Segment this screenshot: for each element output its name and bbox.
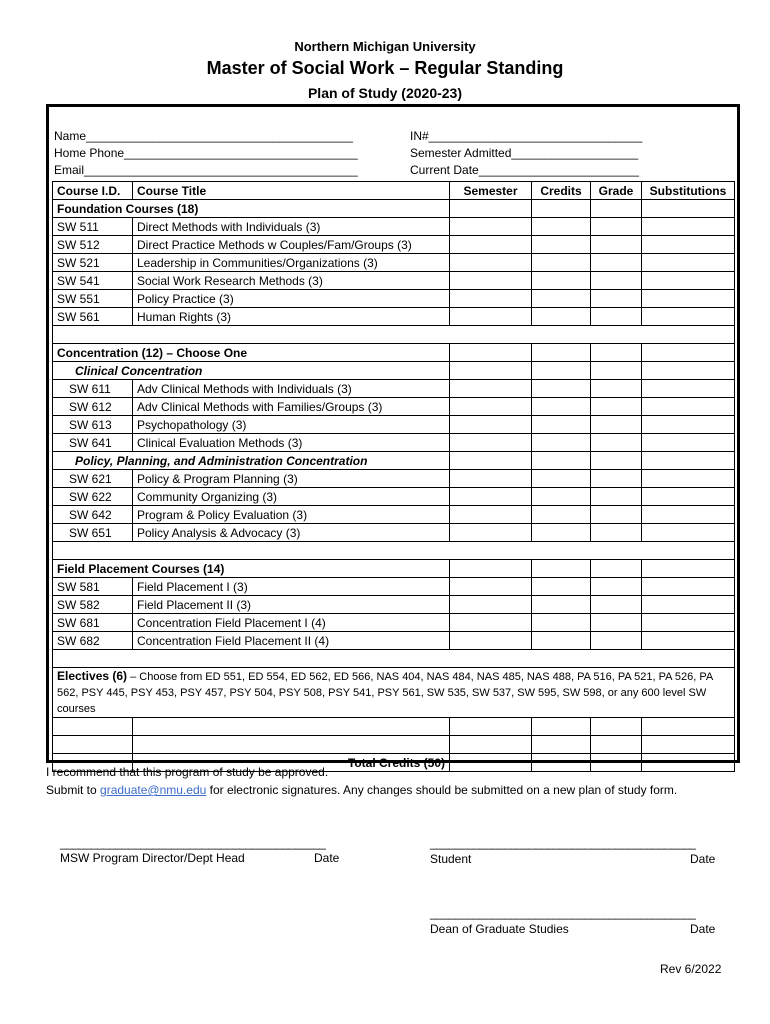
credits-cell[interactable]	[532, 344, 591, 362]
semester-cell[interactable]	[450, 290, 532, 308]
grade-cell[interactable]	[591, 236, 642, 254]
electives-title: Electives (6)	[57, 669, 128, 683]
course-table	[52, 181, 735, 772]
substitutions-cell[interactable]	[642, 272, 735, 290]
name-field[interactable]: Name________________________________________	[54, 129, 353, 143]
semester-cell[interactable]	[450, 344, 532, 362]
grade-cell[interactable]	[591, 416, 642, 434]
substitutions-cell[interactable]	[642, 596, 735, 614]
course-title: Human Rights (3)	[133, 308, 450, 326]
credits-cell[interactable]	[532, 488, 591, 506]
substitutions-cell[interactable]	[642, 736, 735, 754]
credits-cell[interactable]	[532, 272, 591, 290]
grade-cell[interactable]	[591, 470, 642, 488]
substitutions-cell[interactable]	[642, 416, 735, 434]
course-id: SW 642	[53, 506, 133, 524]
credits-cell[interactable]	[532, 380, 591, 398]
grade-cell[interactable]	[591, 524, 642, 542]
course-id: SW 551	[53, 290, 133, 308]
substitutions-cell[interactable]	[642, 218, 735, 236]
table-row	[53, 596, 735, 614]
student-date-label: Date	[690, 852, 716, 866]
table-row	[53, 308, 735, 326]
credits-cell[interactable]	[532, 362, 591, 380]
substitutions-cell[interactable]	[642, 200, 735, 218]
total-substitutions-cell	[642, 754, 735, 772]
credits-cell[interactable]	[532, 290, 591, 308]
current-date-field[interactable]: Current Date________________________	[410, 163, 639, 177]
course-id: SW 622	[53, 488, 133, 506]
course-title: Direct Methods with Individuals (3)	[133, 218, 450, 236]
credits-cell[interactable]	[532, 560, 591, 578]
col-course-id: Course I.D.	[53, 182, 133, 200]
form-subtitle: Plan of Study (2020-23)	[307, 85, 463, 101]
credits-cell[interactable]	[532, 736, 591, 754]
submit-text	[46, 783, 677, 797]
substitutions-cell[interactable]	[642, 614, 735, 632]
grade-cell[interactable]	[591, 344, 642, 362]
table-row	[53, 542, 735, 560]
grade-cell[interactable]	[591, 200, 642, 218]
col-substitutions: Substitutions	[642, 182, 735, 200]
course-title: Community Organizing (3)	[133, 488, 450, 506]
col-semester: Semester	[450, 182, 532, 200]
semester-cell[interactable]	[450, 236, 532, 254]
substitutions-cell[interactable]	[642, 398, 735, 416]
semester-cell[interactable]	[450, 416, 532, 434]
course-title: Policy Practice (3)	[133, 290, 450, 308]
course-id: SW 681	[53, 614, 133, 632]
table-row	[53, 254, 735, 272]
credits-cell[interactable]	[532, 596, 591, 614]
table-row	[53, 560, 735, 578]
recommend-text: I recommend that this program of study be approved.	[46, 765, 329, 779]
total-grade-cell	[591, 754, 642, 772]
credits-cell[interactable]	[532, 578, 591, 596]
director-label: MSW Program Director/Dept Head	[60, 851, 245, 865]
semester-cell[interactable]	[450, 218, 532, 236]
foundation-section-title: Foundation Courses (18)	[53, 200, 450, 218]
elective-title-cell[interactable]	[133, 718, 450, 736]
total-credits-value[interactable]	[532, 754, 591, 772]
table-row	[53, 578, 735, 596]
semester-cell[interactable]	[450, 380, 532, 398]
email-link[interactable]: graduate@nmu.edu	[100, 783, 207, 797]
course-id: SW 561	[53, 308, 133, 326]
course-title: Social Work Research Methods (3)	[133, 272, 450, 290]
table-row	[53, 736, 735, 754]
grade-cell[interactable]	[591, 272, 642, 290]
course-title: Field Placement I (3)	[133, 578, 450, 596]
credits-cell[interactable]	[532, 254, 591, 272]
course-title: Field Placement II (3)	[133, 596, 450, 614]
credits-cell[interactable]	[532, 416, 591, 434]
grade-cell[interactable]	[591, 578, 642, 596]
table-row	[53, 344, 735, 362]
credits-cell[interactable]	[532, 218, 591, 236]
credits-cell[interactable]	[532, 614, 591, 632]
course-id: SW 621	[53, 470, 133, 488]
grade-cell[interactable]	[591, 632, 642, 650]
substitutions-cell[interactable]	[642, 452, 735, 470]
grade-cell[interactable]	[591, 736, 642, 754]
course-title: Clinical Evaluation Methods (3)	[133, 434, 450, 452]
semester-cell[interactable]	[450, 200, 532, 218]
credits-cell[interactable]	[532, 506, 591, 524]
credits-cell[interactable]	[532, 632, 591, 650]
grade-cell[interactable]	[591, 718, 642, 736]
course-title: Adv Clinical Methods with Families/Groups (3)	[133, 398, 450, 416]
grade-cell[interactable]	[591, 506, 642, 524]
course-id: SW 582	[53, 596, 133, 614]
table-row	[53, 650, 735, 668]
elective-title-cell[interactable]	[133, 736, 450, 754]
table-row	[53, 182, 735, 200]
table-row	[53, 380, 735, 398]
col-credits: Credits	[532, 182, 591, 200]
table-row	[53, 200, 735, 218]
course-id: SW 581	[53, 578, 133, 596]
course-id: SW 612	[53, 398, 133, 416]
director-date-label: Date	[314, 851, 340, 865]
semester-cell[interactable]	[450, 272, 532, 290]
electives-cell	[53, 668, 735, 718]
course-id: SW 512	[53, 236, 133, 254]
semester-cell[interactable]	[450, 254, 532, 272]
semester-cell[interactable]	[450, 578, 532, 596]
table-row	[53, 236, 735, 254]
table-row	[53, 290, 735, 308]
semester-cell[interactable]	[450, 718, 532, 736]
course-id: SW 521	[53, 254, 133, 272]
table-row	[53, 326, 735, 344]
substitutions-cell[interactable]	[642, 560, 735, 578]
course-title: Adv Clinical Methods with Individuals (3)	[133, 380, 450, 398]
semester-cell[interactable]	[450, 452, 532, 470]
credits-cell[interactable]	[532, 308, 591, 326]
course-id: SW 541	[53, 272, 133, 290]
in-number-field[interactable]: IN#________________________________	[410, 129, 643, 143]
grade-cell[interactable]	[591, 596, 642, 614]
semester-cell[interactable]	[450, 632, 532, 650]
col-course-title: Course Title	[133, 182, 450, 200]
table-row	[53, 362, 735, 380]
course-title: Policy & Program Planning (3)	[133, 470, 450, 488]
blank-cell	[53, 326, 735, 344]
substitutions-cell[interactable]	[642, 470, 735, 488]
course-id: SW 641	[53, 434, 133, 452]
substitutions-cell[interactable]	[642, 362, 735, 380]
table-row	[53, 470, 735, 488]
clinical-concentration-title: Clinical Concentration	[53, 362, 450, 380]
substitutions-cell[interactable]	[642, 524, 735, 542]
substitutions-cell[interactable]	[642, 488, 735, 506]
table-row	[53, 452, 735, 470]
substitutions-cell[interactable]	[642, 308, 735, 326]
credits-cell[interactable]	[532, 434, 591, 452]
table-row	[53, 416, 735, 434]
credits-cell[interactable]	[532, 718, 591, 736]
credits-cell[interactable]	[532, 452, 591, 470]
table-row	[53, 218, 735, 236]
total-semester-cell	[450, 754, 532, 772]
semester-cell[interactable]	[450, 470, 532, 488]
revision-label: Rev 6/2022	[660, 962, 722, 976]
credits-cell[interactable]	[532, 398, 591, 416]
form-title: Master of Social Work – Regular Standing	[206, 58, 564, 78]
substitutions-cell[interactable]	[642, 380, 735, 398]
course-id: SW 511	[53, 218, 133, 236]
semester-cell[interactable]	[450, 398, 532, 416]
course-title: Psychopathology (3)	[133, 416, 450, 434]
substitutions-cell[interactable]	[642, 632, 735, 650]
field-placement-section-title: Field Placement Courses (14)	[53, 560, 450, 578]
table-row	[53, 668, 735, 718]
substitutions-cell[interactable]	[642, 290, 735, 308]
substitutions-cell[interactable]	[642, 506, 735, 524]
credits-cell[interactable]	[532, 470, 591, 488]
submit-suffix: for electronic signatures. Any changes should be submitted on a new plan of study form.	[206, 783, 678, 797]
total-credits-label: Total Credits (50)	[133, 754, 450, 772]
grade-cell[interactable]	[591, 380, 642, 398]
course-title: Leadership in Communities/Organizations (3)	[133, 254, 450, 272]
policy-concentration-title: Policy, Planning, and Administration Concentration	[53, 452, 450, 470]
semester-cell[interactable]	[450, 560, 532, 578]
semester-admitted-field[interactable]: Semester Admitted___________________	[410, 146, 639, 160]
credits-cell[interactable]	[532, 236, 591, 254]
grade-cell[interactable]	[591, 488, 642, 506]
grade-cell[interactable]	[591, 434, 642, 452]
grade-cell[interactable]	[591, 218, 642, 236]
email-field[interactable]: Email_________________________________________	[54, 163, 358, 177]
substitutions-cell[interactable]	[642, 236, 735, 254]
table-row	[53, 614, 735, 632]
grade-cell[interactable]	[591, 398, 642, 416]
course-title: Concentration Field Placement I (4)	[133, 614, 450, 632]
dean-signature-line[interactable]: ___________________________________________	[430, 906, 696, 920]
substitutions-cell[interactable]	[642, 578, 735, 596]
university-name: Northern Michigan University	[294, 39, 476, 54]
dean-date-label: Date	[690, 922, 716, 936]
blank-cell	[53, 542, 735, 560]
elective-id-cell[interactable]	[53, 736, 133, 754]
table-row	[53, 398, 735, 416]
substitutions-cell[interactable]	[642, 718, 735, 736]
semester-cell[interactable]	[450, 596, 532, 614]
blank-cell	[53, 650, 735, 668]
elective-id-cell[interactable]	[53, 718, 133, 736]
grade-cell[interactable]	[591, 560, 642, 578]
course-id: SW 613	[53, 416, 133, 434]
table-row	[53, 632, 735, 650]
grade-cell[interactable]	[591, 452, 642, 470]
director-signature-line[interactable]: ___________________________________________	[60, 836, 326, 850]
course-title: Concentration Field Placement II (4)	[133, 632, 450, 650]
grade-cell[interactable]	[591, 614, 642, 632]
course-title: Direct Practice Methods w Couples/Fam/Groups (3)	[133, 236, 450, 254]
semester-cell[interactable]	[450, 362, 532, 380]
semester-cell[interactable]	[450, 434, 532, 452]
grade-cell[interactable]	[591, 308, 642, 326]
credits-cell[interactable]	[532, 200, 591, 218]
table-row	[53, 524, 735, 542]
grade-cell[interactable]	[591, 290, 642, 308]
substitutions-cell[interactable]	[642, 254, 735, 272]
substitutions-cell[interactable]	[642, 344, 735, 362]
plan-of-study-form	[46, 104, 740, 770]
grade-cell[interactable]	[591, 254, 642, 272]
home-phone-field[interactable]: Home Phone___________________________________	[54, 146, 358, 160]
table-row	[53, 718, 735, 736]
semester-cell[interactable]	[450, 506, 532, 524]
grade-cell[interactable]	[591, 362, 642, 380]
course-title: Program & Policy Evaluation (3)	[133, 506, 450, 524]
table-row	[53, 488, 735, 506]
semester-cell[interactable]	[450, 308, 532, 326]
course-id: SW 651	[53, 524, 133, 542]
table-row	[53, 434, 735, 452]
semester-cell[interactable]	[450, 488, 532, 506]
semester-cell[interactable]	[450, 614, 532, 632]
semester-cell[interactable]	[450, 736, 532, 754]
submit-prefix: Submit to	[46, 783, 101, 797]
col-grade: Grade	[591, 182, 642, 200]
electives-text: – Choose from ED 551, ED 554, ED 562, ED 566, NAS 404, NAS 484, NAS 485, NAS 488, PA 516, PA 521, PA 526, PA 562, PSY 445, PSY 453, PSY 457, PSY 504, PSY 508, PSY 541, PSY 561, SW 535, SW 537, SW 595, SW 598, or any 600 level SW courses	[57, 671, 713, 715]
substitutions-cell[interactable]	[642, 434, 735, 452]
course-title: Policy Analysis & Advocacy (3)	[133, 524, 450, 542]
concentration-section-title: Concentration (12) – Choose One	[53, 344, 450, 362]
credits-cell[interactable]	[532, 524, 591, 542]
student-signature-line[interactable]: ___________________________________________	[430, 836, 696, 850]
semester-cell[interactable]	[450, 524, 532, 542]
student-label: Student	[430, 852, 472, 866]
course-id: SW 682	[53, 632, 133, 650]
dean-label: Dean of Graduate Studies	[430, 922, 569, 936]
course-id: SW 611	[53, 380, 133, 398]
table-row	[53, 506, 735, 524]
table-row	[53, 272, 735, 290]
